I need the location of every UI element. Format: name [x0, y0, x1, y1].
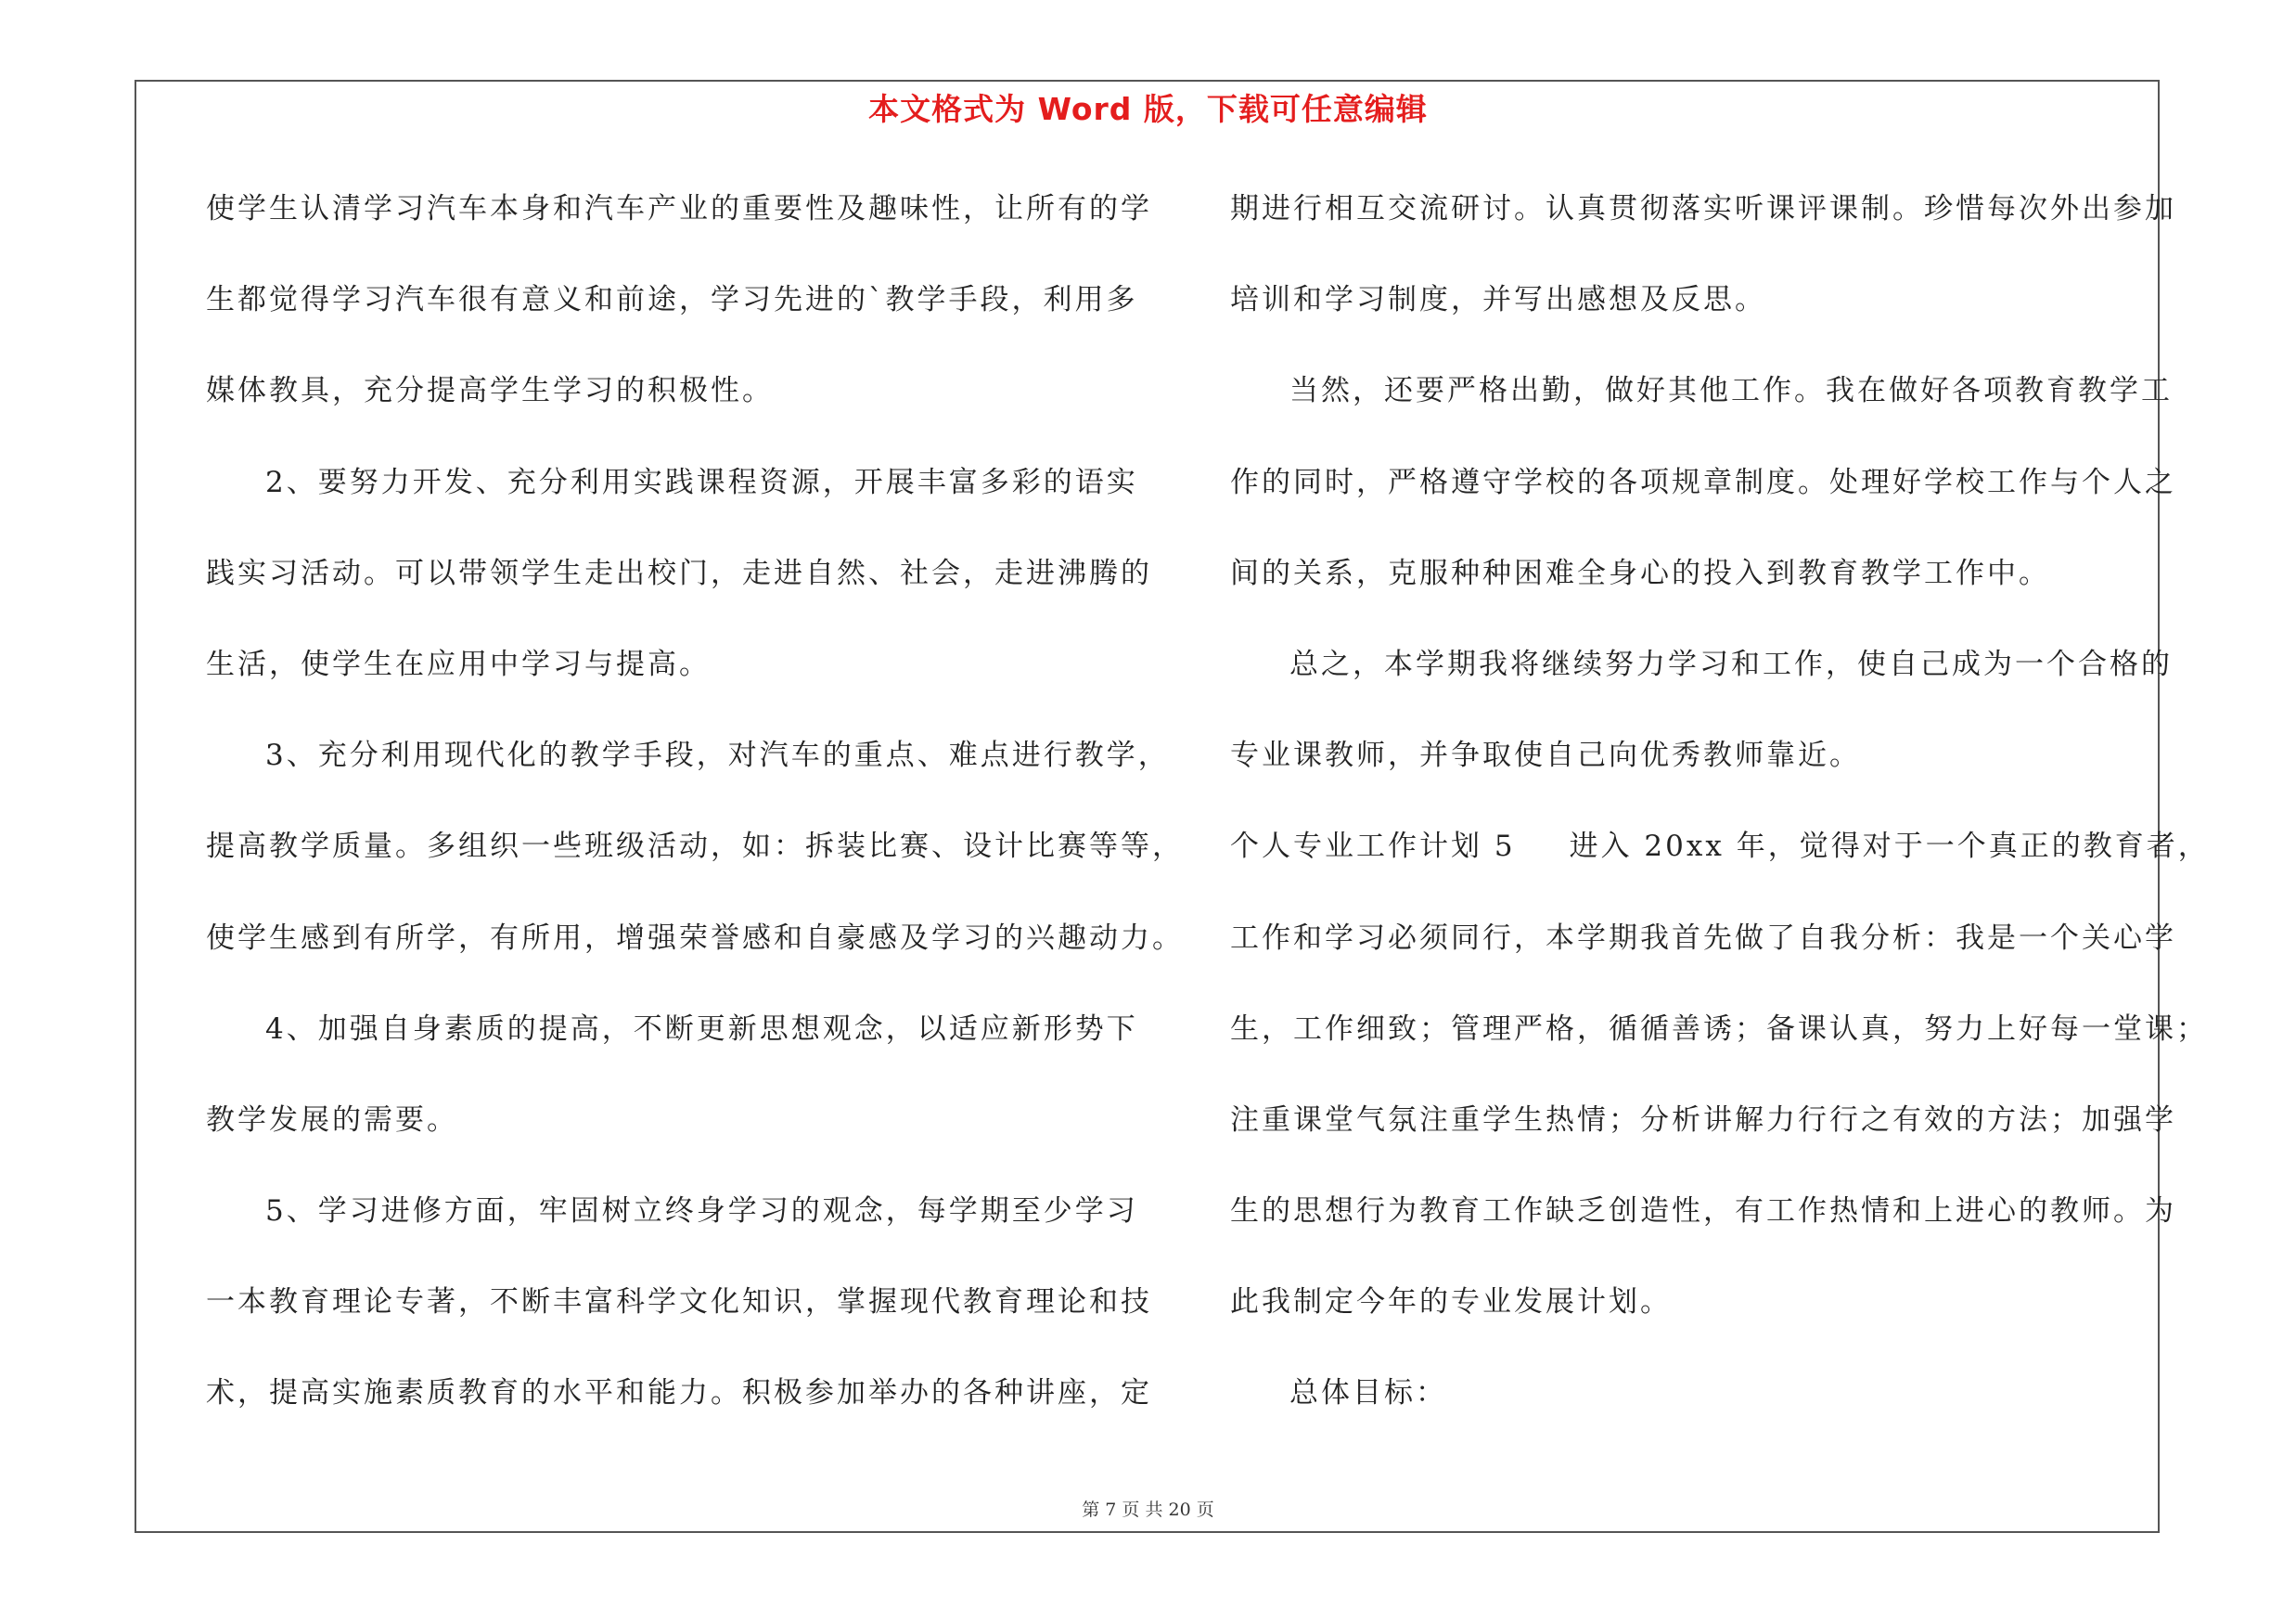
text-line: [1230, 181, 2176, 272]
text-line: [1230, 455, 2176, 546]
text-line-content: 教学发展的需要。: [206, 1102, 458, 1137]
text-line-content: 个人专业工作计划 5: [1230, 830, 1516, 864]
text-line: [1230, 272, 2167, 363]
text-line: [1230, 1001, 2208, 1092]
text-line: [206, 728, 1170, 818]
text-line-content: 2、要努力开发、充分利用实践课程资源，开展丰富多彩的语实: [265, 465, 1138, 499]
format-banner: 本文格式为 Word 版，下载可任意编辑: [868, 91, 1428, 127]
text-line-content: 生，工作细致；管理严格，循循善诱；备课认真，努力上好每一堂课；: [1230, 1011, 2208, 1046]
text-line: [1230, 363, 2173, 454]
text-line-content: 使学生认清学习汽车本身和汽车产业的重要性及趣味性，让所有的学: [206, 192, 1152, 225]
text-line: [206, 1365, 1152, 1456]
text-line: [206, 363, 1148, 454]
text-line: [1230, 728, 2167, 818]
text-line: [206, 818, 1184, 909]
text-line-content: 间的关系，克服种种困难全身心的投入到教育教学工作中。: [1230, 556, 2050, 590]
text-line: [206, 1092, 1148, 1183]
text-line: [1230, 910, 2176, 1001]
text-line-content: 一本教育理论专著，不断丰富科学文化知识，掌握现代教育理论和技: [206, 1285, 1152, 1320]
text-line-content: 培训和学习制度，并写出感想及反思。: [1230, 283, 1766, 317]
right-text-column: [1230, 181, 2210, 1457]
text-line-content: 作的同时，严格遵守学校的各项规章制度。处理好学校工作与个人之: [1230, 465, 2176, 499]
text-line-content: 媒体教具，充分提高学生学习的积极性。: [206, 374, 774, 408]
text-line-content: 3、充分利用现代化的教学手段，对汽车的重点、难点进行教学，: [265, 739, 1170, 773]
text-line-content: 生的思想行为教育工作缺乏创造性，有工作热情和上进心的教师。为: [1230, 1194, 2176, 1229]
text-line: [206, 546, 1152, 637]
text-line: [206, 910, 1184, 1001]
text-line-content: 4、加强自身素质的提高，不断更新思想观念，以适应新形势下: [265, 1011, 1138, 1046]
text-line-content: 提高教学质量。多组织一些班级活动，如：拆装比赛、设计比赛等等，: [206, 830, 1184, 864]
text-line: [206, 1001, 1148, 1092]
page-number-footer: 第 7 页 共 20 页: [1082, 1500, 1214, 1520]
left-text-column: [206, 181, 1184, 1457]
text-line: [1230, 546, 2167, 637]
text-line-content: 专业课教师，并争取使自己向优秀教师靠近。: [1230, 739, 1861, 773]
text-line-content: 5、学习进修方面，牢固树立终身学习的观念，每学期至少学习: [265, 1194, 1138, 1229]
text-line: [1230, 637, 2173, 728]
text-line: [1230, 1274, 2167, 1365]
text-line-content: 当然，还要严格出勤，做好其他工作。我在做好各项教育教学工: [1289, 374, 2173, 408]
text-line: [1230, 1365, 2167, 1456]
text-line: [206, 637, 1148, 728]
text-line-content: 期进行相互交流研讨。认真贯彻落实听课评课制。珍惜每次外出参加: [1230, 192, 2176, 225]
text-line: [206, 1274, 1152, 1365]
text-line-content: 生都觉得学习汽车很有意义和前途，学习先进的`教学手段，利用多: [206, 283, 1138, 317]
text-line-content: 此我制定今年的专业发展计划。: [1230, 1285, 1672, 1320]
text-line: [1230, 818, 2210, 909]
text-line-content: 使学生感到有所学，有所用，增强荣誉感和自豪感及学习的兴趣动力。: [206, 921, 1184, 955]
text-line-content: 工作和学习必须同行，本学期我首先做了自我分析：我是一个关心学: [1230, 921, 2176, 955]
text-line-content: 总之，本学期我将继续努力学习和工作，使自己成为一个合格的: [1289, 647, 2173, 681]
text-line: [206, 1183, 1148, 1274]
text-line-continuation: 进入 20xx 年，觉得对于一个真正的教育者，: [1569, 830, 2210, 864]
text-line-content: 总体目标：: [1289, 1376, 1447, 1410]
text-line: [1230, 1092, 2176, 1183]
text-line: [206, 455, 1148, 546]
text-line-content: 术，提高实施素质教育的水平和能力。积极参加举办的各种讲座，定: [206, 1376, 1152, 1410]
text-line: [206, 272, 1148, 363]
text-line-content: 注重课堂气氛注重学生热情；分析讲解力行行之有效的方法；加强学: [1230, 1102, 2176, 1137]
text-line-content: 生活，使学生在应用中学习与提高。: [206, 647, 711, 681]
text-line: [206, 181, 1152, 272]
text-line: [1230, 1183, 2176, 1274]
text-line-content: 践实习活动。可以带领学生走出校门，走进自然、社会，走进沸腾的: [206, 556, 1152, 590]
